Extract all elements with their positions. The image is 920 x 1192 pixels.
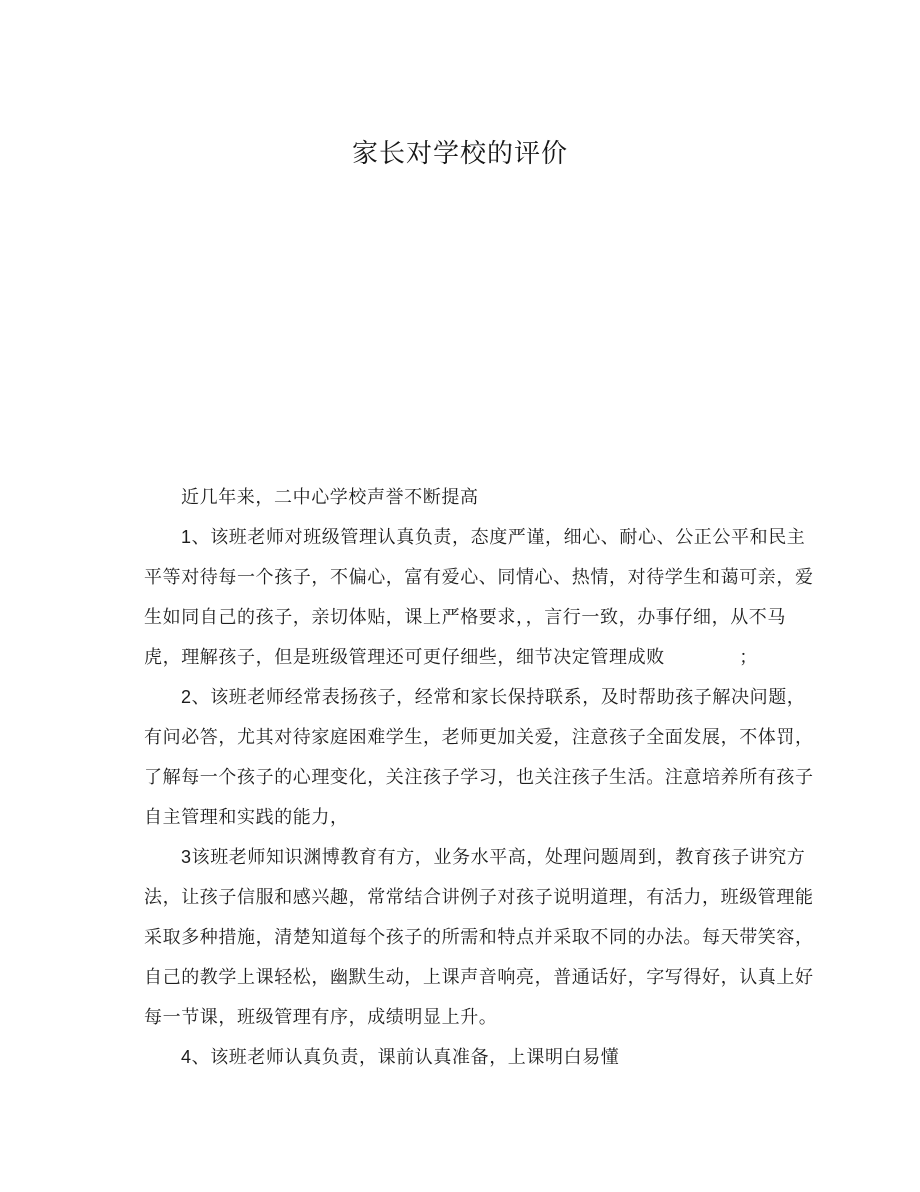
text-line: 平等对待每一个孩子，不偏心，富有爱心、同情心、热情，对待学生和蔼可亲，爱 xyxy=(144,567,814,587)
text-line: 生如同自己的孩子，亲切体贴，课上严格要求，，言行一致，办事仔细，从不马 xyxy=(144,607,786,627)
text-line: 法，让孩子信服和感兴趣，常常结合讲例子对孩子说明道理，有活力，班级管理能 xyxy=(144,887,814,907)
text-line: 采取多种措施，清楚知道每个孩子的所需和特点并采取不同的办法。每天带笑容， xyxy=(144,927,814,947)
text-line: 近几年来，二中心学校声誉不断提高 xyxy=(181,487,479,507)
text-line: 1、该班老师对班级管理认真负责，态度严谨，细心、耐心、公正公平和民主 xyxy=(181,527,806,547)
text-line: 每一节课，班级管理有序，成绩明显上升。 xyxy=(144,1007,498,1027)
text-line: 虎，理解孩子，但是班级管理还可更仔细些，细节决定管理成败 ； xyxy=(144,647,758,667)
document-body xyxy=(144,477,824,1077)
text-line: 自主管理和实践的能力， xyxy=(144,807,349,827)
document-title: 家长对学校的评价 xyxy=(351,138,568,168)
text-line: 4、该班老师认真负责，课前认真准备，上课明白易懂 xyxy=(181,1047,620,1067)
text-line: 2、该班老师经常表扬孩子，经常和家长保持联系，及时帮助孩子解决问题， xyxy=(181,687,806,707)
text-line: 了解每一个孩子的心理变化，关注孩子学习，也关注孩子生活。注意培养所有孩子 xyxy=(144,767,814,787)
text-line: 3该班老师知识渊博教育有方，业务水平高，处理问题周到，教育孩子讲究方 xyxy=(181,847,806,867)
text-line: 有问必答，尤其对待家庭困难学生，老师更加关爱，注意孩子全面发展，不体罚， xyxy=(144,727,814,747)
text-line: 自己的教学上课轻松，幽默生动，上课声音响亮，普通话好，字写得好，认真上好 xyxy=(144,967,814,987)
